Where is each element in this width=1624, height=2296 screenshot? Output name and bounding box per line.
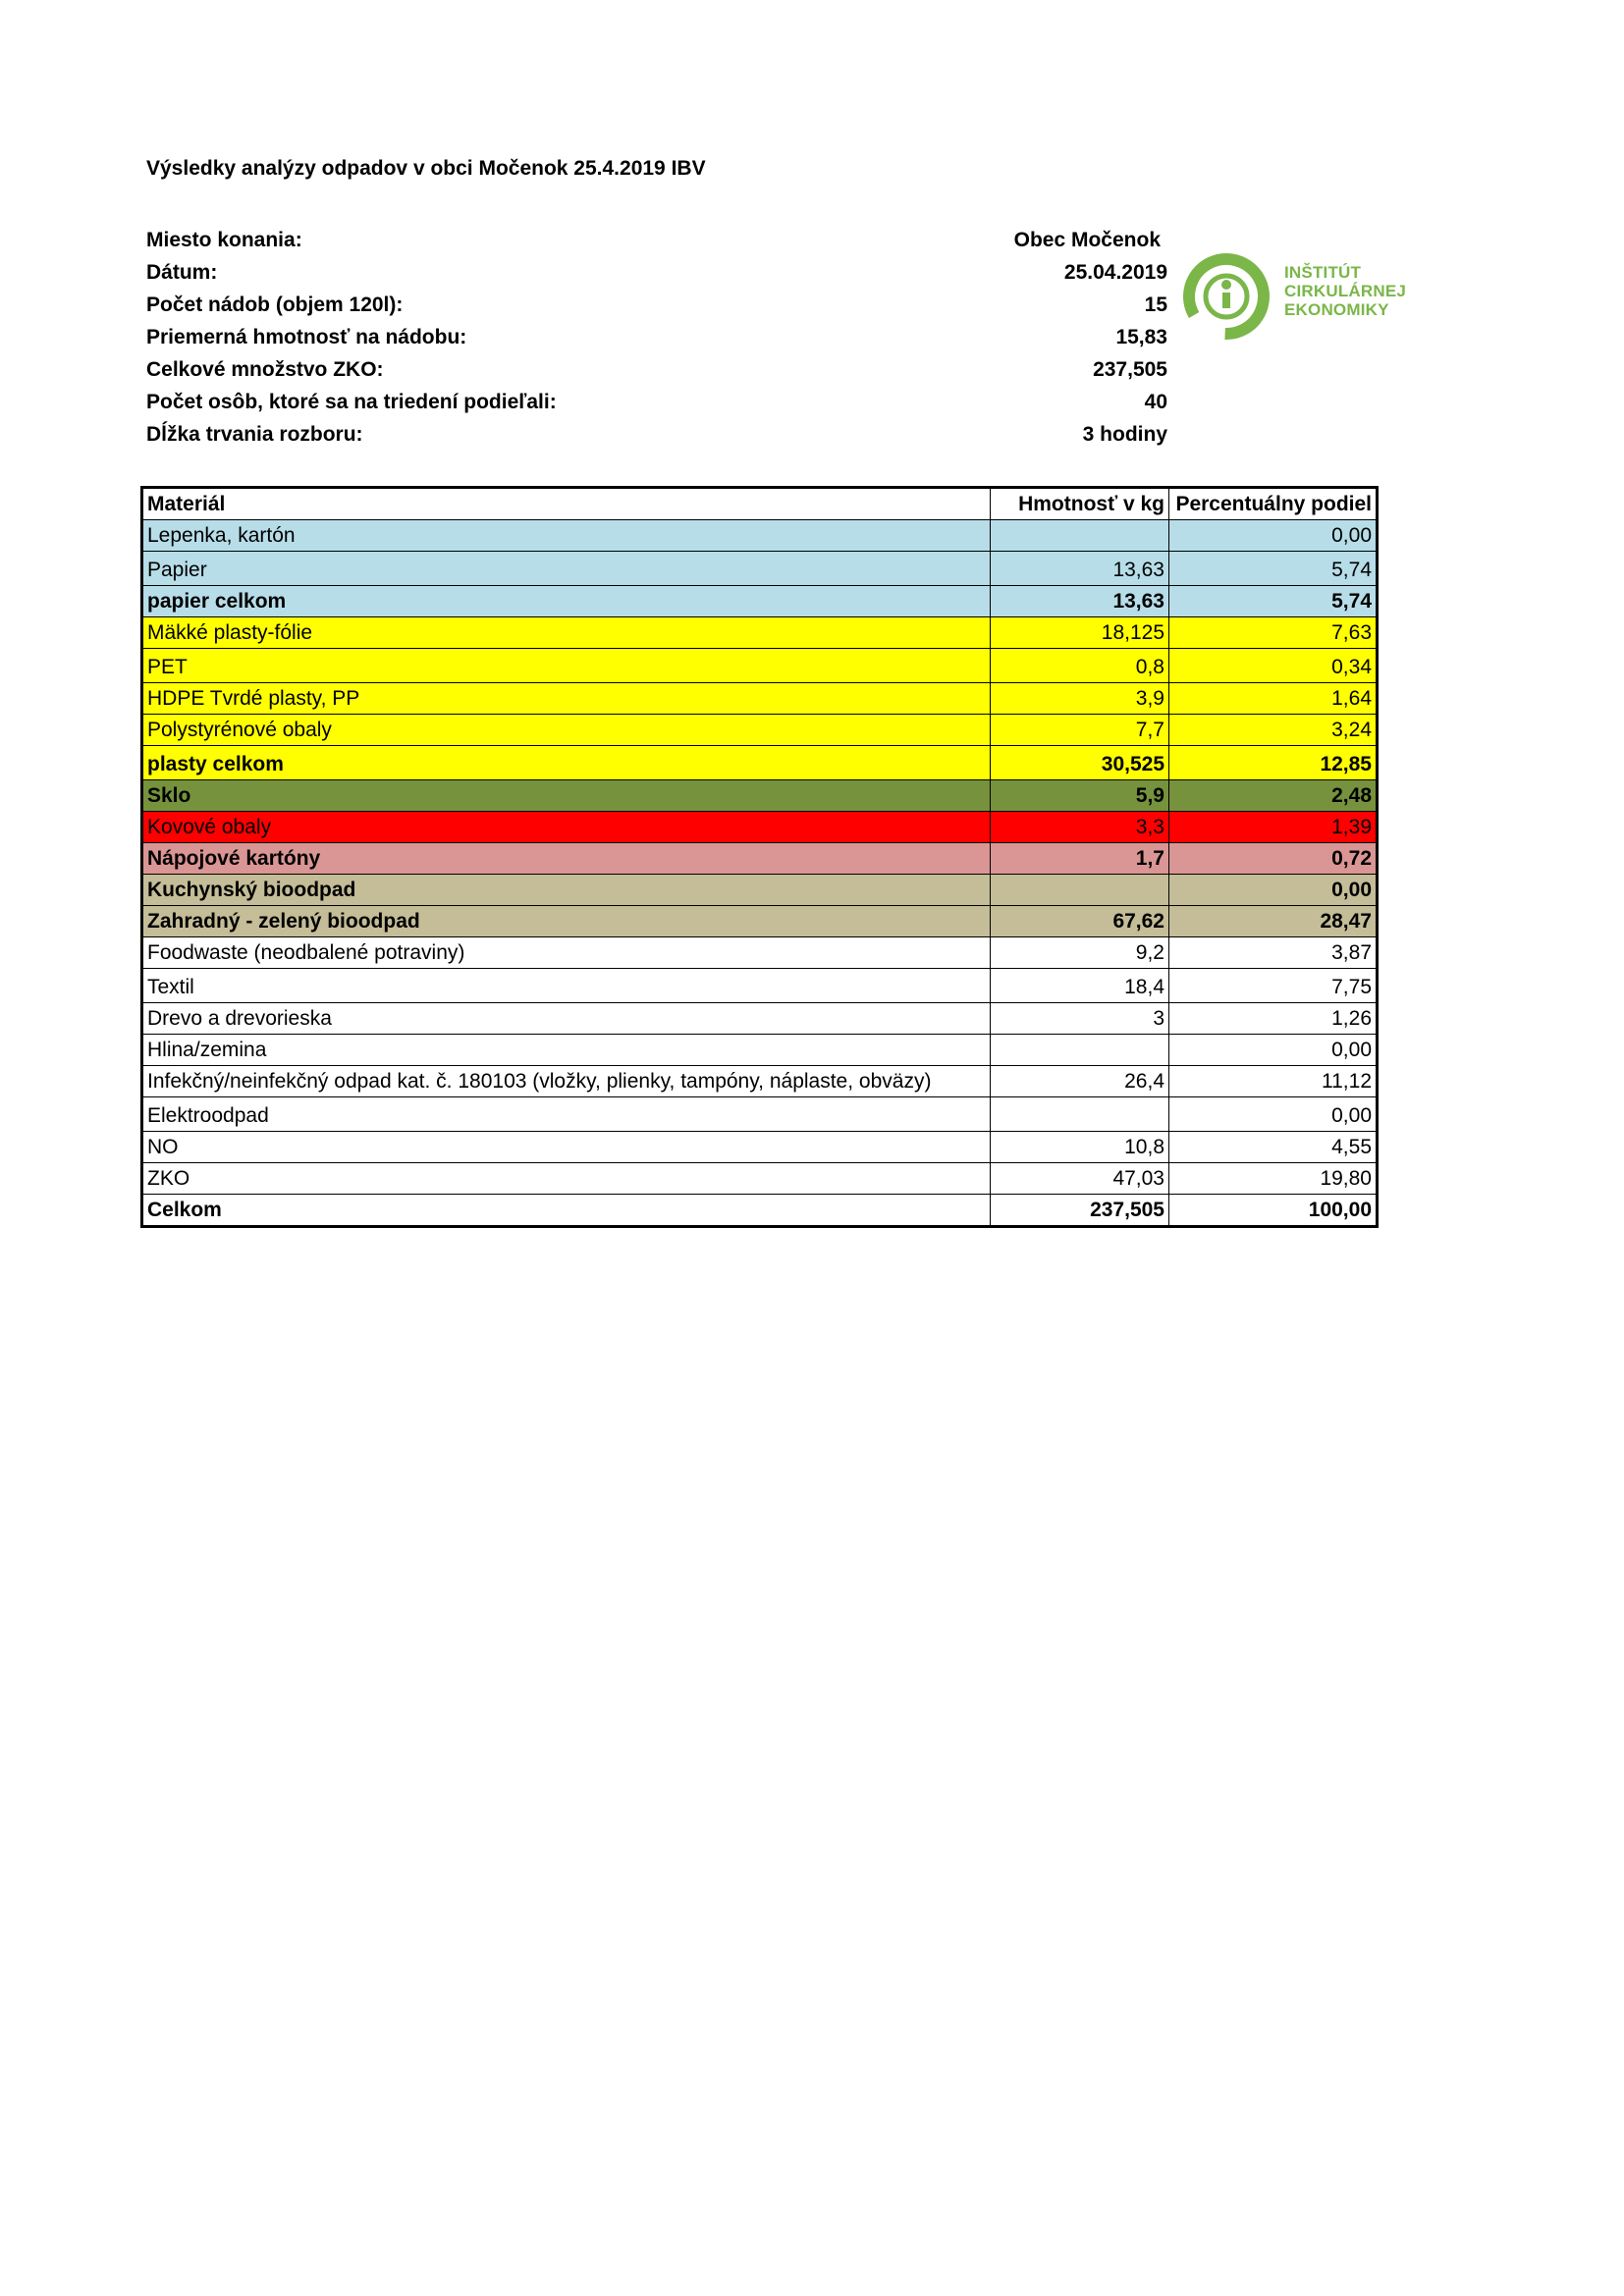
cell-material: Nápojové kartóny — [142, 843, 991, 875]
cell-material: HDPE Tvrdé plasty, PP — [142, 683, 991, 715]
cell-material: ZKO — [142, 1163, 991, 1195]
cell-material: Mäkké plasty-fólie — [142, 617, 991, 649]
table-row — [142, 1066, 1378, 1097]
cell-material: Papier — [142, 552, 991, 586]
cell-percentage: 0,00 — [1169, 1097, 1378, 1132]
table-row — [142, 780, 1378, 812]
table-row — [142, 875, 1378, 906]
info-value: 40 — [1144, 391, 1167, 413]
info-label: Priemerná hmotnosť na nádobu: — [146, 326, 467, 348]
cell-percentage: 7,63 — [1169, 617, 1378, 649]
logo-text-line: INŠTITÚT — [1284, 263, 1362, 282]
cell-material: Hlina/zemina — [142, 1035, 991, 1066]
cell-weight: 10,8 — [991, 1132, 1169, 1163]
cell-weight: 9,2 — [991, 937, 1169, 969]
cell-material: Textil — [142, 969, 991, 1003]
circular-economy-logo-icon — [1179, 247, 1277, 344]
table-row — [142, 1097, 1378, 1132]
cell-percentage: 7,75 — [1169, 969, 1378, 1003]
cell-percentage: 3,87 — [1169, 937, 1378, 969]
table-row — [142, 586, 1378, 617]
cell-material: Foodwaste (neodbalené potraviny) — [142, 937, 991, 969]
cell-weight: 0,8 — [991, 649, 1169, 683]
cell-percentage: 5,74 — [1169, 586, 1378, 617]
cell-weight: 3,9 — [991, 683, 1169, 715]
cell-weight: 5,9 — [991, 780, 1169, 812]
cell-percentage: 0,00 — [1169, 520, 1378, 552]
info-row — [146, 353, 1167, 386]
info-value: 25.04.2019 — [1063, 261, 1167, 284]
cell-percentage: 0,00 — [1169, 875, 1378, 906]
cell-weight: 18,4 — [991, 969, 1169, 1003]
cell-material: Lepenka, kartón — [142, 520, 991, 552]
cell-weight: 67,62 — [991, 906, 1169, 937]
cell-weight — [991, 1097, 1169, 1132]
info-value: 15,83 — [1115, 326, 1167, 348]
page-title: Výsledky analýzy odpadov v obci Močenok 25.4.2019 IBV — [146, 157, 706, 180]
info-value: 3 hodiny — [1082, 423, 1167, 446]
info-section — [146, 224, 1167, 451]
waste-analysis-table — [140, 486, 1379, 1228]
cell-percentage: 100,00 — [1169, 1195, 1378, 1227]
table-row — [142, 683, 1378, 715]
table-row — [142, 969, 1378, 1003]
info-label: Dĺžka trvania rozboru: — [146, 423, 363, 446]
table-row — [142, 715, 1378, 746]
table-header-row — [142, 488, 1378, 520]
cell-weight: 3 — [991, 1003, 1169, 1035]
table-row — [142, 649, 1378, 683]
table-row — [142, 937, 1378, 969]
info-row — [146, 289, 1167, 321]
table-row — [142, 843, 1378, 875]
cell-weight — [991, 1035, 1169, 1066]
cell-material: Sklo — [142, 780, 991, 812]
cell-material: papier celkom — [142, 586, 991, 617]
cell-percentage: 1,39 — [1169, 812, 1378, 843]
info-label: Dátum: — [146, 261, 218, 284]
cell-weight: 7,7 — [991, 715, 1169, 746]
cell-percentage: 0,00 — [1169, 1035, 1378, 1066]
cell-weight: 13,63 — [991, 586, 1169, 617]
cell-material: Infekčný/neinfekčný odpad kat. č. 180103 (vložky, plienky, tampóny, náplaste, obväzy) — [142, 1066, 991, 1097]
cell-percentage: 1,64 — [1169, 683, 1378, 715]
cell-percentage: 12,85 — [1169, 746, 1378, 780]
table-row — [142, 906, 1378, 937]
info-label: Celkové množstvo ZKO: — [146, 358, 384, 381]
table-row — [142, 617, 1378, 649]
cell-weight — [991, 520, 1169, 552]
table-row — [142, 1035, 1378, 1066]
header-material: Materiál — [142, 488, 991, 520]
info-row — [146, 224, 1167, 256]
logo-text — [1284, 263, 1406, 319]
info-value: Obec Močenok — [1013, 229, 1161, 251]
cell-percentage: 11,12 — [1169, 1066, 1378, 1097]
cell-percentage: 2,48 — [1169, 780, 1378, 812]
table-row — [142, 1003, 1378, 1035]
header-weight: Hmotnosť v kg — [991, 488, 1169, 520]
cell-percentage: 4,55 — [1169, 1132, 1378, 1163]
info-row — [146, 418, 1167, 451]
cell-percentage: 0,34 — [1169, 649, 1378, 683]
table-row — [142, 746, 1378, 780]
cell-percentage: 0,72 — [1169, 843, 1378, 875]
cell-percentage: 3,24 — [1169, 715, 1378, 746]
table-row — [142, 1195, 1378, 1227]
cell-weight: 1,7 — [991, 843, 1169, 875]
logo-text-line: EKONOMIKY — [1284, 300, 1389, 319]
logo — [1179, 247, 1407, 344]
cell-material: Polystyrénové obaly — [142, 715, 991, 746]
cell-weight: 3,3 — [991, 812, 1169, 843]
table-row — [142, 552, 1378, 586]
logo-text-line: CIRKULÁRNEJ — [1284, 282, 1407, 300]
cell-material: NO — [142, 1132, 991, 1163]
cell-percentage: 19,80 — [1169, 1163, 1378, 1195]
cell-percentage: 1,26 — [1169, 1003, 1378, 1035]
cell-weight: 18,125 — [991, 617, 1169, 649]
info-row — [146, 256, 1167, 289]
cell-material: Drevo a drevorieska — [142, 1003, 991, 1035]
cell-weight: 47,03 — [991, 1163, 1169, 1195]
cell-material: PET — [142, 649, 991, 683]
cell-material: Celkom — [142, 1195, 991, 1227]
table-row — [142, 1163, 1378, 1195]
info-label: Miesto konania: — [146, 229, 302, 251]
cell-material: Kuchynský bioodpad — [142, 875, 991, 906]
info-label: Počet nádob (objem 120l): — [146, 294, 404, 316]
cell-weight — [991, 875, 1169, 906]
cell-percentage: 5,74 — [1169, 552, 1378, 586]
cell-percentage: 28,47 — [1169, 906, 1378, 937]
info-row — [146, 321, 1167, 353]
info-value: 237,505 — [1093, 358, 1167, 381]
cell-weight: 13,63 — [991, 552, 1169, 586]
info-label: Počet osôb, ktoré sa na triedení podieľali: — [146, 391, 557, 413]
cell-weight: 237,505 — [991, 1195, 1169, 1227]
info-row — [146, 386, 1167, 418]
cell-weight: 30,525 — [991, 746, 1169, 780]
header-percentage: Percentuálny podiel — [1169, 488, 1378, 520]
cell-material: Elektroodpad — [142, 1097, 991, 1132]
info-value: 15 — [1144, 294, 1167, 316]
table-row — [142, 520, 1378, 552]
table-row — [142, 1132, 1378, 1163]
table-row — [142, 812, 1378, 843]
cell-material: plasty celkom — [142, 746, 991, 780]
cell-weight: 26,4 — [991, 1066, 1169, 1097]
cell-material: Zahradný - zelený bioodpad — [142, 906, 991, 937]
cell-material: Kovové obaly — [142, 812, 991, 843]
